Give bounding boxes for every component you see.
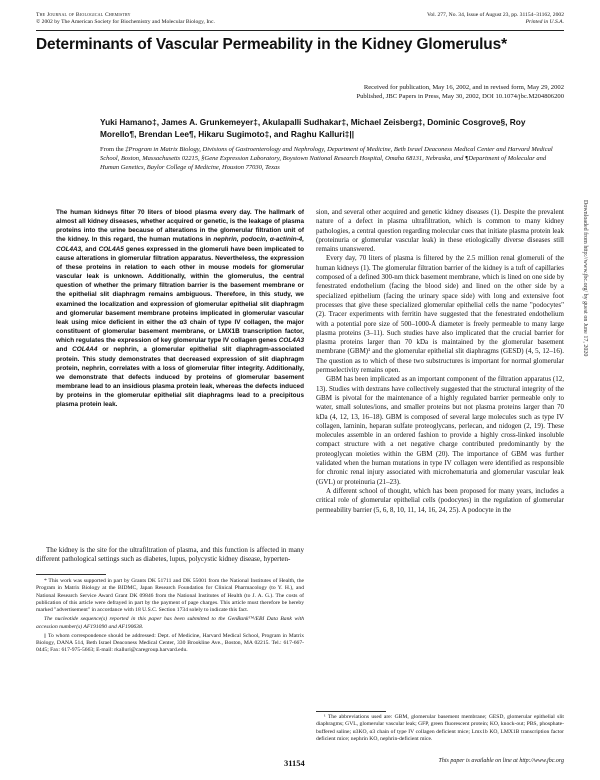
footnote-rule-left [36, 574, 106, 575]
footnotes-left [36, 578, 304, 656]
abstract-text-3: genes expressed in the glomeruli have been implicated to cause alterations in glomerular filtration apparatus. Nevertheless, the expression of these proteins in relation to each other in mouse models for glomerular vascular leak is unknown. Additionally, within the glomerulus, the central question of whether the primary filtration barrier is the basement membrane or the epithelial slit diaphragm remains ambiguous. Therefore, in this study, we examined the localization and expression of glomerular epithelial slit diaphragm and glomerular basement membrane proteins implicated in glomerular vascular leak using mice deficient in either the α3 chain of type IV collagen, the major constituent of glomerular basement membrane, or LMX1B transcription factor, which regulates the expression of key glomerular type IV collagen genes [56, 245, 304, 345]
copyright-line: © 2002 by The American Society for Biochemistry and Molecular Biology, Inc. [36, 19, 215, 25]
intro-paragraph: The kidney is the site for the ultrafiltration of plasma, and this function is affected in many different pathological settings such as diabetes, lupus, polycystic kidney disease, hyperten- [36, 546, 304, 564]
abstract-text-2: and [83, 245, 99, 253]
published-line: Published, JBC Papers in Press, May 30, 2002, DOI 10.1074/jbc.M204806200 [356, 93, 564, 100]
body-paragraph-4: A different school of thought, which has been proposed for many years, includes a critical role of glomerular epithelial cells (podocytes) in the regulation of glomerular permeability barrier (5, 6, 8, 10, 11, 14, 16, 24, 25). A podocyte in the [316, 486, 564, 514]
footnote-abbreviations: ¹ The abbreviations used are: GBM, glomerular basement membrane; GESD, glomerular epithelial slit diaphragms; GVL, glomerular vascular leak; GFP, green fluorescent protein; KO, knock-out; PBS, phosphate-buffered saline; α3KO, α3 chain of type IV collagen deficient mice; Lmx1b KO, LMX1B transcription factor deficient mice; nephrin KO, nephrin-deficient mice. [316, 714, 564, 742]
abstract [56, 208, 304, 409]
received-dates [144, 83, 564, 101]
footnote-genbank: The nucleotide sequence(s) reported in this paper has been submitted to the GenBank™/EBI Data Bank with accession number(s) AF191090 and AF190638. [36, 616, 304, 630]
footnote-funding: * This work was supported in part by Grants DK 51711 and DK 55001 from the National Institutes of Health, the Program in Matrix Biology at the BIDMC, Japan Research Foundation for Clinical Pharmacology (to Y. H.), and National Research Service Award Grant DK 09846 from the National Institutes of Health (to J. A. G.). The costs of publication of this article were defrayed in part by the payment of page charges. This article must therefore be hereby marked "advertisement" in accordance with 18 U.S.C. Section 1734 solely to indicate this fact. [36, 578, 304, 614]
abstract-genes-2: COL4A5 [98, 245, 124, 253]
abstract-text-5: or nephrin, a glomerular epithelial slit diaphragm-associated protein. This study demonstrates that decreased expression of slit diaphragm protein, nephrin, correlates with a loss of glomerular filter integrity. Additionally, we demonstrate that defects induced by proteins of glomerular basement membrane lead to an insidious plasma protein leak, whereas the defects induced by proteins in the glomerular epithelial slit diaphragms lead to a precipitous plasma protein leak. [56, 346, 304, 409]
body-paragraph-1: sion, and several other acquired and genetic kidney diseases (1). Despite the prevalent nature of a defect in plasma ultrafiltration, which is common to many kidney pathologies, a central question regarding molecular cues that initiate plasma protein leak (proteinuria or glomerular vascular leak) in these etiologically diverse diseases still remains unanswered. [316, 208, 564, 254]
abstract-genes-4: COL4A4 [72, 346, 98, 354]
abstract-text-4: and [56, 346, 73, 354]
article-title: Determinants of Vascular Permeability in the Kidney Glomerulus* [36, 36, 507, 53]
abstract-text-1: The human kidneys filter 70 liters of blood plasma every day. The hallmark of almost all kidney diseases, whether acquired or genetic, is the leakage of plasma proteins into the urine because of alterations in the glomerular filtration unit of the kidney. In this regard, the human mutations in [56, 209, 304, 244]
journal-name: The Journal of Biological Chemistry [36, 12, 131, 18]
body-paragraph-2: Every day, 70 liters of plasma is filtered by the 2.5 million renal glomeruli of the human kidneys (1). The glomerular filtration barrier of the kidney is a tuft of capillaries composed of a defined 300-nm thick basement membrane, which is lined on one side by fenestrated endothelium (facing the blood side) and lined on the other side by a specialized epithelium (facing the urinary space side) with long and extensive foot processes that give these specialized glomerular epithelial cells the name "podocytes" (2). Tracer experiments with ferritin have suggested that the fenestrated endothelium with a potential pore size of 500–1000-Å diameter is freely permeable to many large plasma proteins (3–11). Such studies have also implicated that the crucial barrier for plasma proteins larger than 70 kDa is maintained by the glomerular basement membrane (GBM)¹ and the glomerular epithelial slit diaphragms (GESD) (4, 5, 12–16). The question as to which of these two substructures is important for normal glomerular permselectivity remains open. [316, 254, 564, 375]
body-paragraph-3: GBM has been implicated as an important component of the filtration apparatus (12, 13). Studies with dextrans have collectively suggested that the structural integrity of the GBM is pivotal for the maintenance of a highly regulated barrier permeable only to water, small solutes/ions, and smaller proteins but not plasma proteins larger than 70 kDa (4, 12, 13, 16–18). GBM is composed of several large molecules such as type IV collagen, laminin, heparan sulfate proteoglycans, perlecan, and nidogen (2, 19). These molecules assemble in an ordered fashion to provide a highly cross-linked insoluble compact structure with a net negative charge contributed predominantly by the proteoglycan moieties within the GBM (20). The importance of GBM was further validated when the human mutations in type IV collagen were identified as responsible for chronic renal injury associated with microhematuria and glomerular vascular leak (GVL) or proteinuria (21–23). [316, 375, 564, 486]
header-rule [36, 30, 564, 31]
abstract-genes-1: nephrin, podocin, α-actinin-4, COL4A3, [56, 236, 304, 253]
volume-line: Vol. 277, No. 34, Issue of August 23, pp. 31154–31162, 2002 [427, 12, 564, 18]
page-number: 31154 [284, 758, 305, 768]
abstract-genes-3: COL4A3 [278, 337, 304, 345]
download-watermark: Downloaded from http://www.jbc.org/ by guest on June 17, 2020 [582, 200, 588, 357]
footnote-correspondence: || To whom correspondence should be addressed: Dept. of Medicine, Harvard Medical School, Program in Matrix Biology, DANA 514, Beth Israel Deaconess Medical Center, 330 Brookline Ave., Boston, MA 02215. Tel.: 617-667-0445; Fax: 617-975-5663; E-mail: rkalluri@caregroup.harvard.edu. [36, 632, 304, 654]
online-availability: This paper is available on line at http://www.jbc.org [438, 758, 564, 764]
printed-line: Printed in U.S.A. [525, 19, 564, 25]
running-header-left [36, 12, 215, 26]
author-list: Yuki Hamano‡, James A. Grunkemeyer‡, Akulapalli Sudhakar‡, Michael Zeisberg‡, Dominic Cosgrove§, Roy Morello¶, Brendan Lee¶, Hikaru Sugimoto‡, and Raghu Kalluri‡|| [100, 117, 526, 139]
body-right-column [316, 208, 564, 515]
footnote-rule-right [316, 711, 386, 712]
running-header-right [427, 12, 564, 26]
affiliation-from: From the [100, 146, 126, 153]
received-line: Received for publication, May 16, 2002, and in revised form, May 29, 2002 [363, 84, 564, 91]
affiliations [100, 145, 565, 172]
affiliation-text: ‡Program in Matrix Biology, Divisions of Gastroenterology and Nephrology, Department of Medicine, Beth Israel Deaconess Medical Center and Harvard Medical School, Boston, Massachusetts 02215, §Gene Expression Laboratory, Boystown National Research Hospital, Omaha 68131, Nebraska, and ¶Department of Molecular and Human Genetics, Baylor College of Medicine, Houston 77030, Texas [100, 146, 553, 172]
